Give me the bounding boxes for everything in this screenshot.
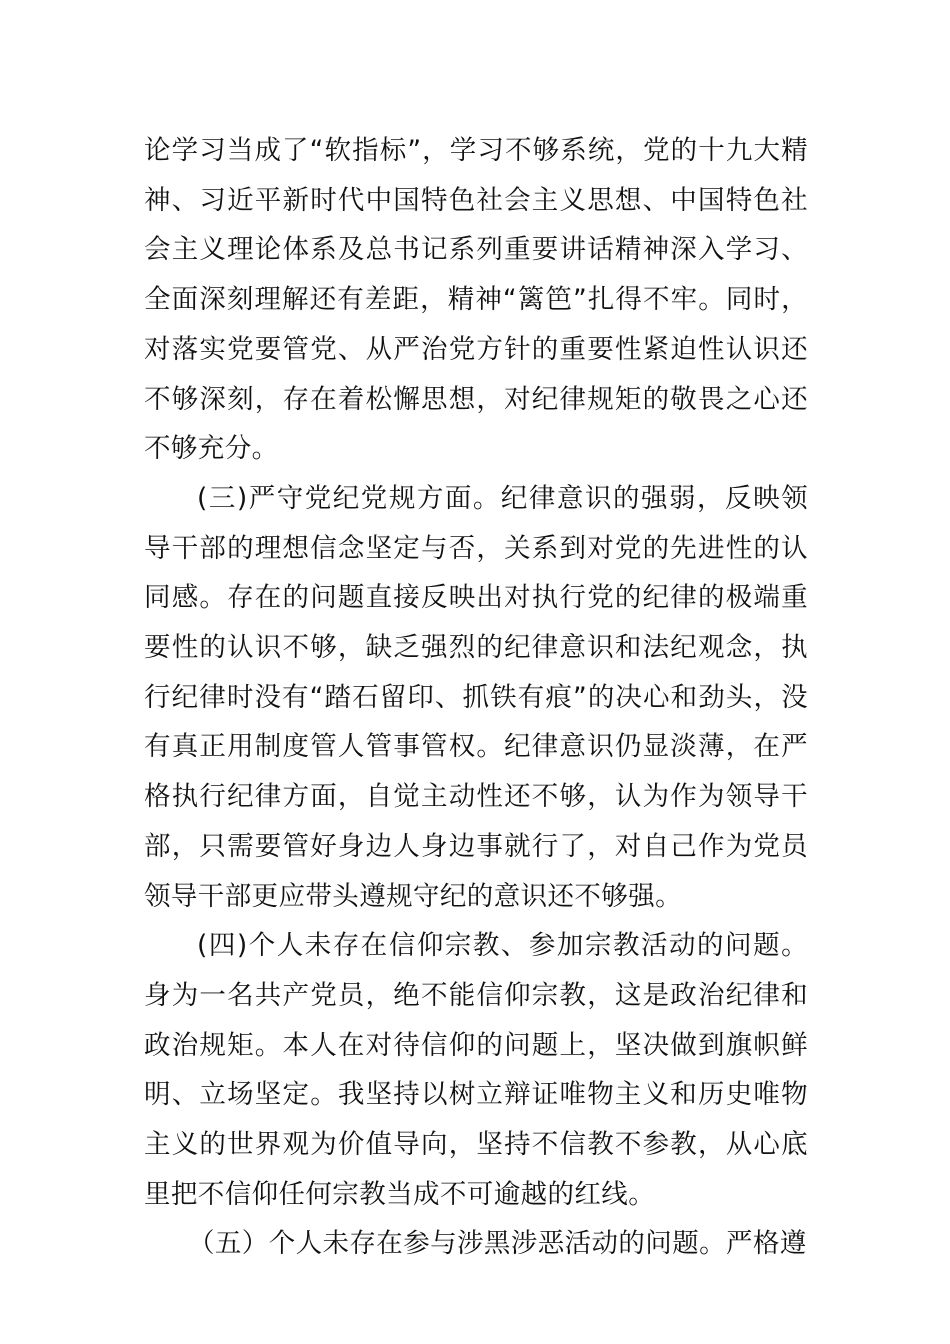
document-body <box>144 126 808 1269</box>
paragraph-section-4: (四)个人未存在信仰宗教、参加宗教活动的问题。身为一名共产党员，绝不能信仰宗教，这是政治纪律和政治规矩。本人在对待信仰的问题上，坚决做到旗帜鲜明、立场坚定。我坚持以树立辩证唯物主义和历史唯物主义的世界观为价值导向，坚持不信教不参教，从心底里把不信仰任何宗教当成不可逾越的红线。 <box>144 930 808 1210</box>
paragraph-section-3: (三)严守党纪党规方面。纪律意识的强弱，反映领导干部的理想信念坚定与否，关系到对党的先进性的认同感。存在的问题直接反映出对执行党的纪律的极端重要性的认识不够，缺乏强烈的纪律意识和法纪观念，执行纪律时没有“踏石留印、抓铁有痕”的决心和劲头，没有真正用制度管人管事管权。纪律意识仍显淡薄，在严格执行纪律方面，自觉主动性还不够，认为作为领导干部，只需要管好身边人身边事就行了，对自己作为党员领导干部更应带头遵规守纪的意识还不够强。 <box>144 482 808 912</box>
paragraph-continued: 论学习当成了“软指标”，学习不够系统，党的十九大精神、习近平新时代中国特色社会主义思想、中国特色社会主义理论体系及总书记系列重要讲话精神深入学习、全面深刻理解还有差距，精神“篱笆”扎得不牢。同时，对落实党要管党、从严治党方针的重要性紧迫性认识还不够深刻，存在着松懈思想，对纪律规矩的敬畏之心还不够充分。 <box>144 135 808 465</box>
paragraph-section-5: （五）个人未存在参与涉黑涉恶活动的问题。严格遵 <box>188 1228 807 1260</box>
